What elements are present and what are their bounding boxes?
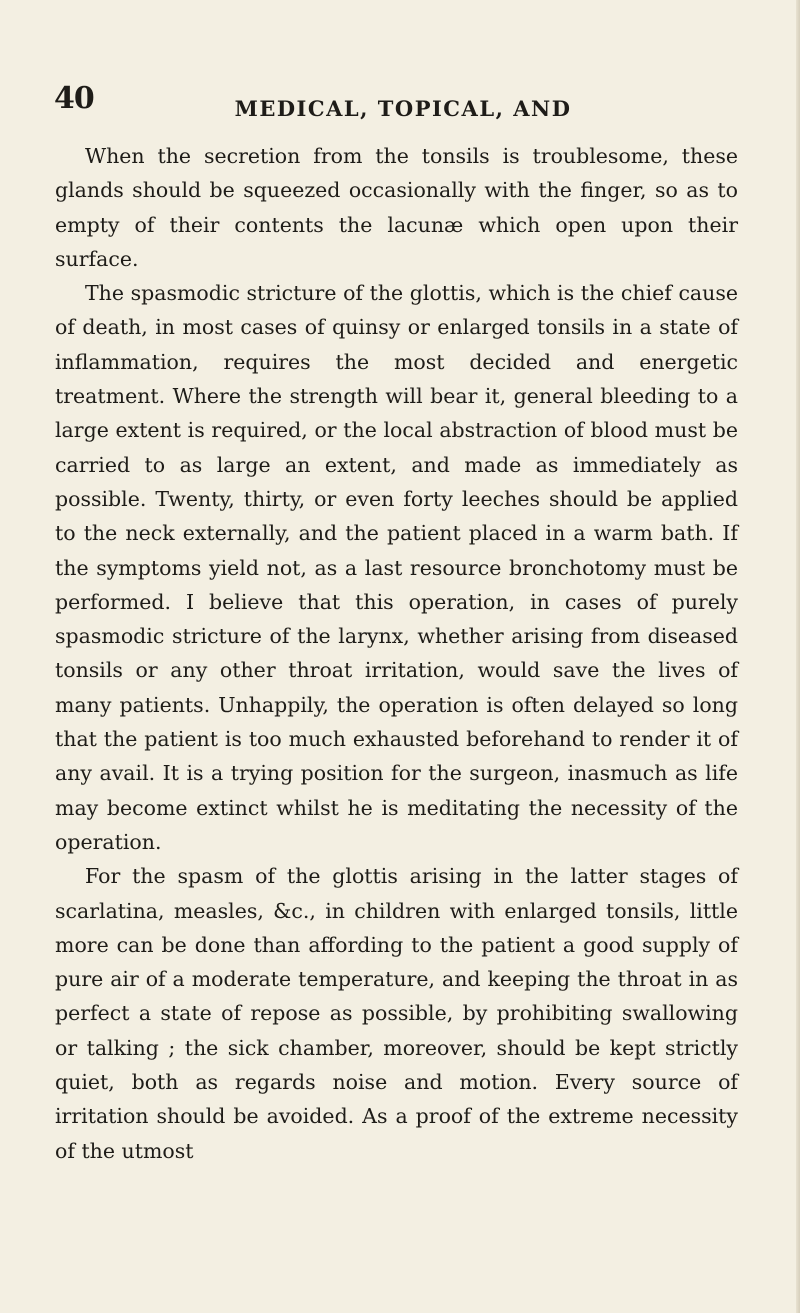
page-number: 40	[54, 81, 94, 116]
paragraph-spasm-of-glottis: For the spasm of the glottis arising in the latter stages of scarlatina, measles, &c., in children with enlarged tonsils, little more can be done than affording to the patient a good supply of pure air of a moderate temperature, and keeping the throat in as perfect a state of repose as possible, by prohibiting swallowing or talking ; the sick chamber, moreover, should be kept strictly quiet, both as regards noise and motion. Every source of irritation should be avoided. As a proof of the extreme necessity of the utmost	[55, 864, 738, 1163]
running-head: MEDICAL, TOPICAL, AND	[234, 96, 572, 121]
body-text	[55, 139, 738, 1168]
paragraph-spasmodic-stricture: The spasmodic stricture of the glottis, which is the chief cause of death, in most cases of quinsy or enlarged tonsils in a state of inflammation, requires the most decided and energetic treatment. Where the strength will bear it, general bleeding to a large extent is required, or the local abstraction of blood must be carried to as large an extent, and made as immediately as possible. Twenty, thirty, or even forty leeches should be applied to the neck externally, and the patient placed in a warm bath. If the symptoms yield not, as a last resource bronchotomy must be performed. I believe that this operation, in cases of purely spasmodic stricture of the larynx, whether arising from diseased tonsils or any other throat irritation, would save the lives of many patients. Unhappily, the operation is often delayed so long that the patient is too much exhausted beforehand to render it of any avail. It is a trying position for the surgeon, inasmuch as life may become extinct whilst he is meditating the necessity of the operation.	[55, 281, 738, 854]
paragraph-tonsil-secretion: When the secretion from the tonsils is troublesome, these glands should be squeezed occasionally with the finger, so as to empty of their contents the lacunæ which open upon their surface.	[55, 144, 738, 271]
page-edge	[796, 0, 800, 1313]
